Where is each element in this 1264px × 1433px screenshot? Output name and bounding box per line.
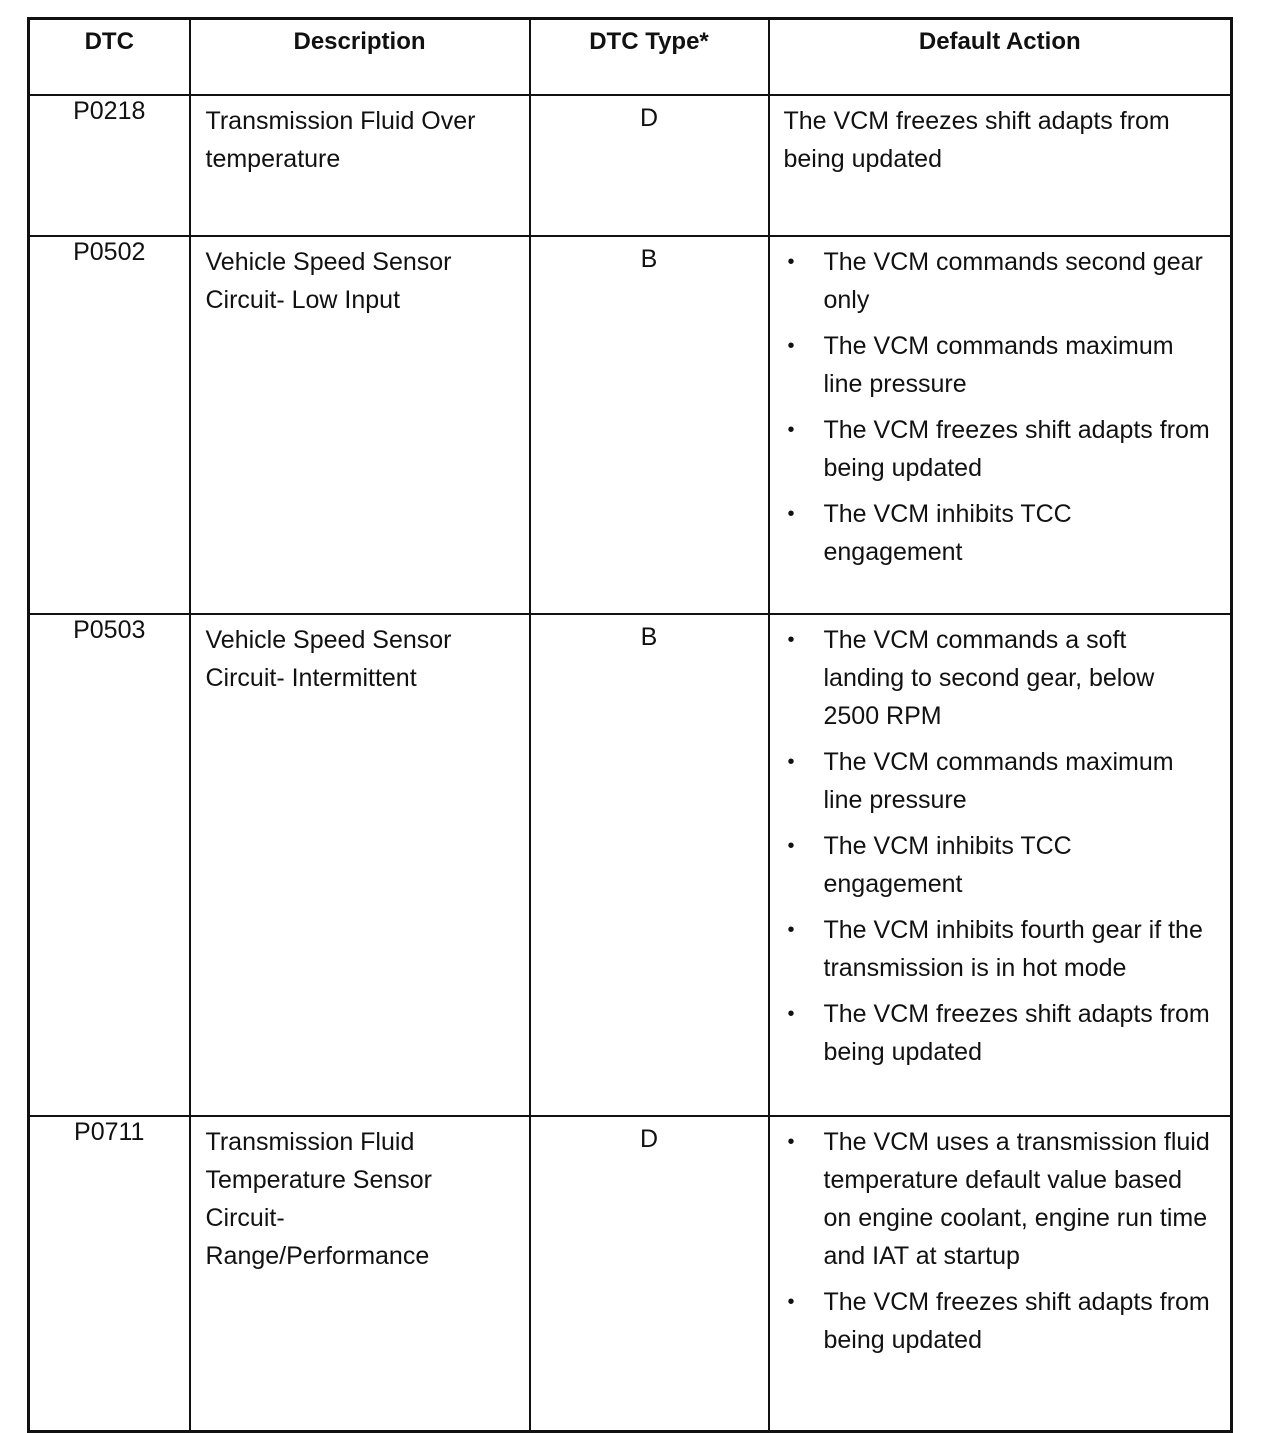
action-item: • The VCM commands a soft landing to second gear, below 2500 RPM	[784, 621, 1213, 735]
header-default-action: Default Action	[769, 19, 1232, 96]
dtc-type: D	[530, 95, 769, 236]
action-item: • The VCM freezes shift adapts from being updated	[784, 411, 1213, 487]
table-row	[29, 614, 1232, 1116]
action-item: • The VCM commands second gear only	[784, 243, 1213, 319]
table-row	[29, 236, 1232, 614]
dtc-code: P0218	[29, 95, 190, 236]
action-item: • The VCM inhibits TCC engagement	[784, 495, 1213, 571]
table-row	[29, 1116, 1232, 1432]
action-item: • The VCM inhibits TCC engagement	[784, 827, 1213, 903]
action-item: • The VCM freezes shift adapts from being updated	[784, 1283, 1213, 1359]
default-action	[769, 614, 1232, 1116]
action-list	[784, 621, 1213, 1071]
action-item: • The VCM inhibits fourth gear if the transmission is in hot mode	[784, 911, 1213, 987]
dtc-code: P0711	[29, 1116, 190, 1432]
default-action: The VCM freezes shift adapts from being updated	[769, 95, 1232, 236]
default-action	[769, 1116, 1232, 1432]
dtc-description: Vehicle Speed Sensor Circuit- Low Input	[190, 236, 530, 614]
dtc-code: P0503	[29, 614, 190, 1116]
header-dtc-type: DTC Type*	[530, 19, 769, 96]
dtc-type: B	[530, 614, 769, 1116]
header-dtc: DTC	[29, 19, 190, 96]
action-list	[784, 1123, 1213, 1359]
action-item: • The VCM freezes shift adapts from being updated	[784, 995, 1213, 1071]
dtc-type: B	[530, 236, 769, 614]
action-item: • The VCM commands maximum line pressure	[784, 327, 1213, 403]
dtc-type: D	[530, 1116, 769, 1432]
action-item: • The VCM uses a transmission fluid temperature default value based on engine coolant, engine run time and IAT at startup	[784, 1123, 1213, 1275]
action-list	[784, 243, 1213, 571]
dtc-table	[27, 17, 1233, 1433]
header-description: Description	[190, 19, 530, 96]
dtc-description: Vehicle Speed Sensor Circuit- Intermittent	[190, 614, 530, 1116]
table-row	[29, 95, 1232, 236]
dtc-code: P0502	[29, 236, 190, 614]
default-action	[769, 236, 1232, 614]
dtc-description: Transmission Fluid Over temperature	[190, 95, 530, 236]
action-item: • The VCM commands maximum line pressure	[784, 743, 1213, 819]
dtc-description: Transmission Fluid Temperature Sensor Circuit- Range/Performance	[190, 1116, 530, 1432]
table-header-row	[29, 19, 1232, 96]
